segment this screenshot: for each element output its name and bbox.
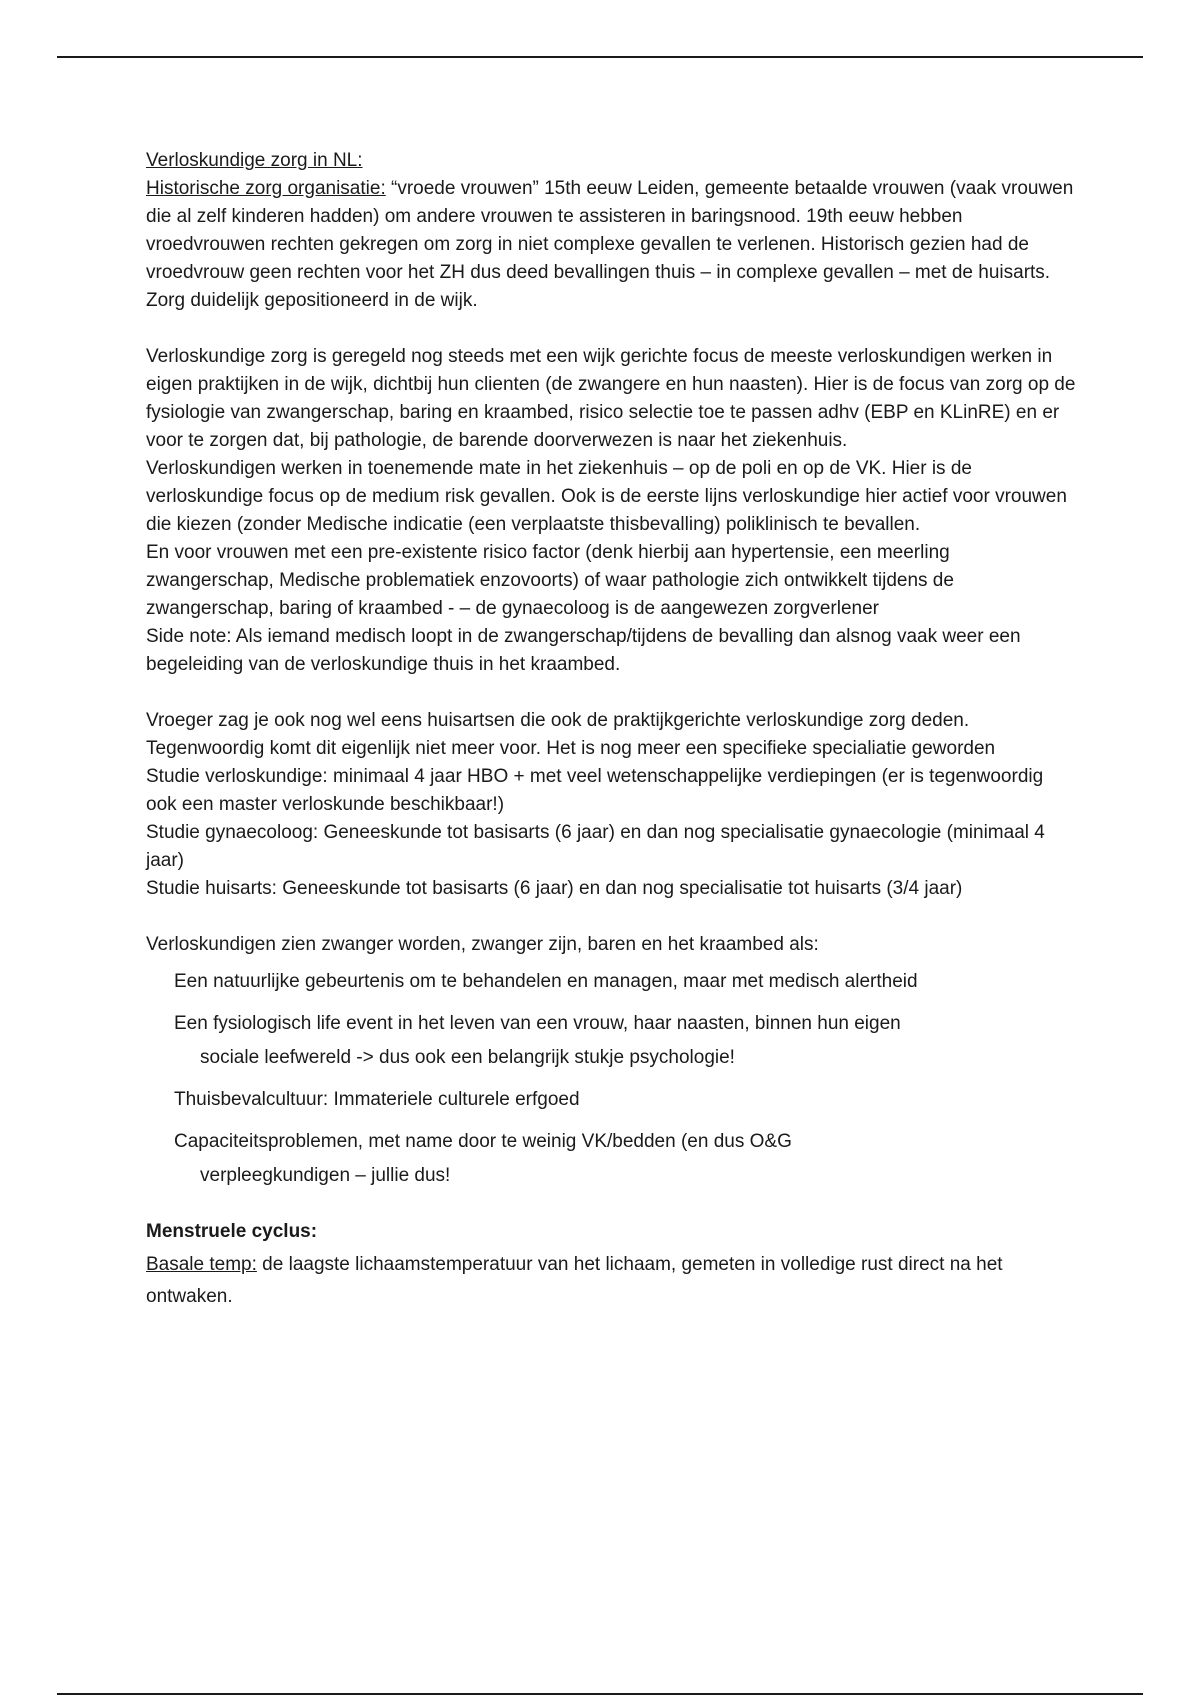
paragraph-gynaecoloog: En voor vrouwen met een pre-existente risico factor (denk hierbij aan hypertensie, een meerling zwangerschap, Medische problematiek enzovoorts) of waar pathologie zich ontwikkelt tijdens de zwangerschap, baring of kraambed - – de gynaecoloog is de aangewezen zorgverlener xyxy=(146,542,954,619)
paragraph-ziekenhuis: Verloskundigen werken in toenemende mate in het ziekenhuis – op de poli en op de VK. Hier is de verloskundige focus op de medium risk gevallen. Ook is de eerste lijns verloskundige hier actief voor vrouwen die kiezen (zonder Medische indicatie (een verplaatste thisbevalling) poliklinisch te bevallen. xyxy=(146,458,1067,535)
paragraph-wijk-focus: Verloskundige zorg is geregeld nog steeds met een wijk gerichte focus de meeste verloskundigen werken in eigen praktijken in de wijk, dichtbij hun clienten (de zwangere en hun naasten). Hier is de focus van zorg op de fysiologie van zwangerschap, baring en kraambed, risico selectie toe te passen adhv (EBP en KLinRE) en er voor te zorgen dat, bij pathologie, de barende doorverwezen is naar het ziekenhuis. xyxy=(146,346,1076,451)
section-heading-menstruele-cyclus: Menstruele cyclus: xyxy=(146,1221,318,1242)
basale-temp-definition: de laagste lichaamstemperatuur van het lichaam, gemeten in volledige rust direct na het ontwaken. xyxy=(146,1254,1003,1307)
list-item: Een natuurlijke gebeurtenis om te behandelen en managen, maar met medisch alertheid xyxy=(174,971,918,992)
paragraph-studie-gynaecoloog: Studie gynaecoloog: Geneeskunde tot basisarts (6 jaar) en dan nog specialisatie gynaecologie (minimaal 4 jaar) xyxy=(146,822,1045,871)
section-heading-verloskundige-zorg: Verloskundige zorg in NL: xyxy=(146,150,363,171)
paragraph-studie-verloskundige: Studie verloskundige: minimaal 4 jaar HBO + met veel wetenschappelijke verdiepingen (er is tegenwoordig ook een master verloskunde beschikbaar!) xyxy=(146,766,1044,815)
document-body xyxy=(146,147,1076,1313)
paragraph-side-note: Side note: Als iemand medisch loopt in de zwangerschap/tijdens de bevalling dan alsnog vaak weer een begeleiding van de verloskundige thuis in het kraambed. xyxy=(146,626,1021,675)
list-item: Capaciteitsproblemen, met name door te weinig VK/bedden (en dus O&G verpleegkundigen – jullie dus! xyxy=(174,1131,792,1186)
header-rule xyxy=(57,56,1143,58)
list-item: Een fysiologisch life event in het leven van een vrouw, haar naasten, binnen hun eigen sociale leefwereld -> dus ook een belangrijk stukje psychologie! xyxy=(174,1013,901,1068)
list-item: Thuisbevalcultuur: Immateriele culturele erfgoed xyxy=(174,1089,580,1110)
historische-zorg-label: Historische zorg organisatie: xyxy=(146,178,386,199)
footer-rule xyxy=(57,1693,1143,1695)
paragraph-list-intro: Verloskundigen zien zwanger worden, zwanger zijn, baren en het kraambed als: xyxy=(146,934,819,955)
perspective-list xyxy=(146,965,1076,1193)
basale-temp-term: Basale temp: xyxy=(146,1254,257,1275)
paragraph-studie-huisarts: Studie huisarts: Geneeskunde tot basisarts (6 jaar) en dan nog specialisatie tot huisarts (3/4 jaar) xyxy=(146,878,963,899)
paragraph-basale-temp xyxy=(146,1249,1076,1313)
paragraph-huisartsen: Vroeger zag je ook nog wel eens huisartsen die ook de praktijkgerichte verloskundige zorg deden. Tegenwoordig komt dit eigenlijk niet meer voor. Het is nog meer een specifieke specialiatie geworden xyxy=(146,710,996,759)
historische-zorg-text: “vroede vrouwen” 15th eeuw Leiden, gemeente betaalde vrouwen (vaak vrouwen die al zelf kinderen hadden) om andere vrouwen te assisteren in baringsnood. 19th eeuw hebben vroedvrouwen rechten gekregen om zorg in niet complexe gevallen te verlenen. Historisch gezien had de vroedvrouw geen rechten voor het ZH dus deed bevallingen thuis – in complexe gevallen – met de huisarts. Zorg duidelijk gepositioneerd in de wijk. xyxy=(146,178,1074,311)
paragraph-historische-zorg xyxy=(146,175,1076,315)
